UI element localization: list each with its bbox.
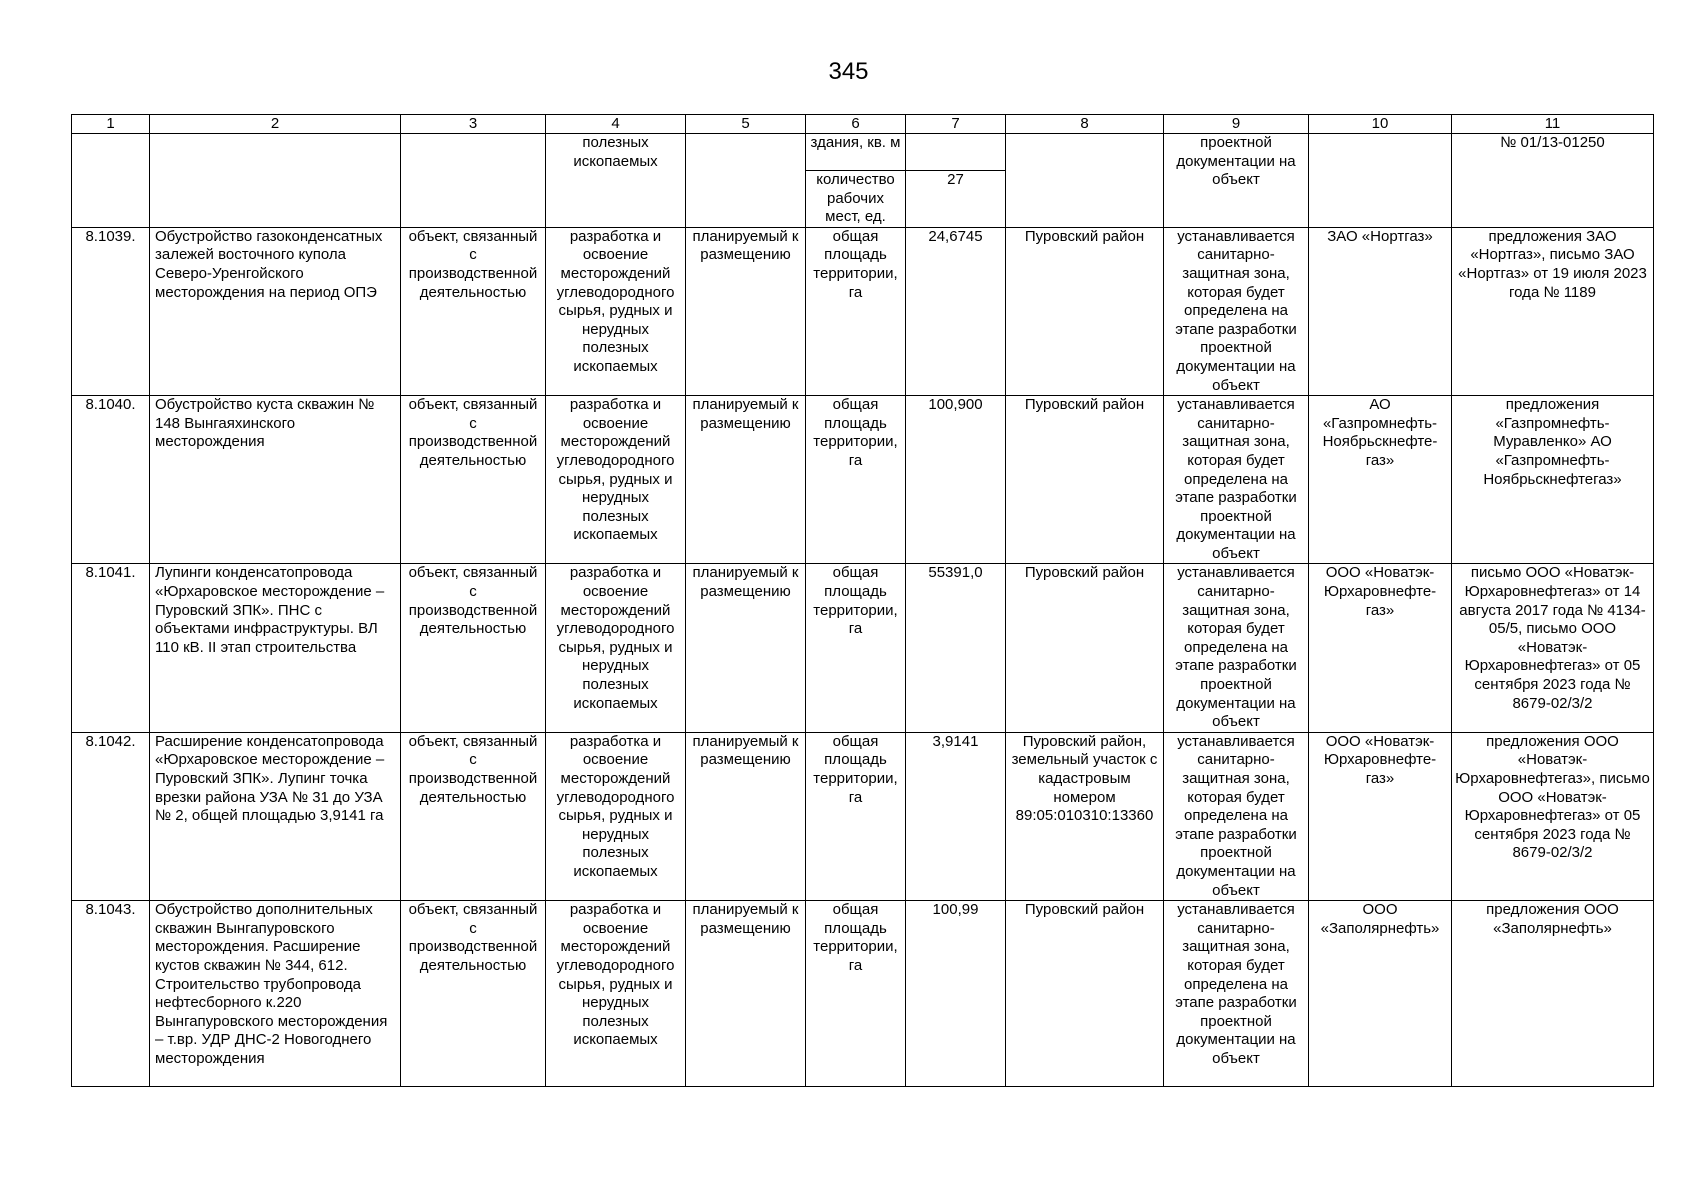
table-cell-status: планируемый к размещению (686, 564, 806, 732)
table-cell-zone: устанавливается санитарно-защитная зона, которая будет определена на этапе разработки проектной документации на объект (1164, 396, 1309, 564)
table-cell-name: Лупинги конденсатопровода «Юрхаровское месторождение – Пуровский ЗПК». ПНС с объектами инфраструктуры. ВЛ 110 кВ. II этап строительства (150, 564, 401, 732)
continuation-row (72, 134, 1654, 171)
table-cell (150, 134, 401, 228)
table-row (72, 901, 1654, 1087)
column-header: 7 (906, 115, 1006, 134)
table-cell (401, 134, 546, 228)
table-cell-type: объект, связанный с производственной деятельностью (401, 227, 546, 395)
column-header: 5 (686, 115, 806, 134)
column-header: 10 (1309, 115, 1452, 134)
table-cell-type: объект, связанный с производственной деятельностью (401, 396, 546, 564)
table-cell (1309, 134, 1452, 228)
column-number-row (72, 115, 1654, 134)
table-cell-basis: предложения ООО «Заполярнефть» (1452, 901, 1654, 1087)
table-cell-basis: предложения «Газпромнефть-Муравленко» АО «Газпромнефть-Ноябрьскнефтегаз» (1452, 396, 1654, 564)
table-cell-value: 24,6745 (906, 227, 1006, 395)
table-cell-owner: ООО «Заполярнефть» (1309, 901, 1452, 1087)
table-cell-value: 3,9141 (906, 732, 1006, 900)
table-cell-owner: ООО «Новатэк-Юрхаровнефте-газ» (1309, 564, 1452, 732)
table-cell-param: общая площадь территории, га (806, 396, 906, 564)
table-cell-zone: устанавливается санитарно-защитная зона, которая будет определена на этапе разработки проектной документации на объект (1164, 732, 1309, 900)
table-cell-status: планируемый к размещению (686, 732, 806, 900)
table-cell: № 01/13-01250 (1452, 134, 1654, 228)
table-cell-value: 100,99 (906, 901, 1006, 1087)
table-cell-num: 8.1041. (72, 564, 150, 732)
table-cell-purpose: разработка и освоение месторождений углеводородного сырья, рудных и нерудных полезных ископаемых (546, 901, 686, 1087)
column-header: 4 (546, 115, 686, 134)
table-row (72, 227, 1654, 395)
table-cell-num: 8.1042. (72, 732, 150, 900)
table-cell-name: Расширение конденсатопровода «Юрхаровское месторождение – Пуровский ЗПК». Лупинг точка врезки района УЗА № 31 до УЗА № 2, общей площадью 3,9141 га (150, 732, 401, 900)
table-cell-owner: ЗАО «Нортгаз» (1309, 227, 1452, 395)
table-cell-basis: предложения ЗАО «Нортгаз», письмо ЗАО «Нортгаз» от 19 июля 2023 года № 1189 (1452, 227, 1654, 395)
table-cell-param: общая площадь территории, га (806, 901, 906, 1087)
table-cell (1006, 134, 1164, 228)
table-cell-param: общая площадь территории, га (806, 564, 906, 732)
page-number: 345 (828, 58, 869, 85)
table-row (72, 396, 1654, 564)
table-cell-value: 100,900 (906, 396, 1006, 564)
table-cell-purpose: разработка и освоение месторождений углеводородного сырья, рудных и нерудных полезных ископаемых (546, 732, 686, 900)
table-cell-location: Пуровский район (1006, 227, 1164, 395)
column-header: 3 (401, 115, 546, 134)
table-cell-location: Пуровский район (1006, 564, 1164, 732)
table-cell-name: Обустройство дополнительных скважин Вынгапуровского месторождения. Расширение кустов скважин № 344, 612. Строительство трубопровода нефтесборного к.220 Вынгапуровского месторождения – т.вр. УДР ДНС-2 Новогоднего месторождения (150, 901, 401, 1087)
table-cell-type: объект, связанный с производственной деятельностью (401, 732, 546, 900)
table-cell (906, 134, 1006, 171)
table-cell-purpose: разработка и освоение месторождений углеводородного сырья, рудных и нерудных полезных ископаемых (546, 564, 686, 732)
table-row (72, 732, 1654, 900)
table-cell-status: планируемый к размещению (686, 901, 806, 1087)
table-cell-basis: предложения ООО «Новатэк-Юрхаровнефтегаз», письмо ООО «Новатэк-Юрхаровнефтегаз» от 05 сентября 2023 года № 8679-02/3/2 (1452, 732, 1654, 900)
table-cell-value: 55391,0 (906, 564, 1006, 732)
table-cell: 27 (906, 171, 1006, 228)
table-cell-type: объект, связанный с производственной деятельностью (401, 901, 546, 1087)
column-header: 1 (72, 115, 150, 134)
table-cell (686, 134, 806, 228)
table-cell-owner: АО «Газпромнефть-Ноябрьскнефте-газ» (1309, 396, 1452, 564)
table-cell: здания, кв. м (806, 134, 906, 171)
table-cell: полезных ископаемых (546, 134, 686, 228)
table-cell: количество рабочих мест, ед. (806, 171, 906, 228)
table-cell (72, 134, 150, 228)
table-cell-zone: устанавливается санитарно-защитная зона, которая будет определена на этапе разработки проектной документации на объект (1164, 227, 1309, 395)
table-cell: проектной документации на объект (1164, 134, 1309, 228)
objects-table (71, 114, 1654, 1087)
column-header: 2 (150, 115, 401, 134)
table-cell-type: объект, связанный с производственной деятельностью (401, 564, 546, 732)
column-header: 9 (1164, 115, 1309, 134)
table-cell-num: 8.1039. (72, 227, 150, 395)
table-cell-location: Пуровский район (1006, 901, 1164, 1087)
table-cell-owner: ООО «Новатэк-Юрхаровнефте-газ» (1309, 732, 1452, 900)
table-cell-status: планируемый к размещению (686, 227, 806, 395)
table-cell-param: общая площадь территории, га (806, 732, 906, 900)
column-header: 6 (806, 115, 906, 134)
table-cell-basis: письмо ООО «Новатэк-Юрхаровнефтегаз» от 14 августа 2017 года № 4134-05/5, письмо ООО «Новатэк-Юрхаровнефтегаз» от 05 сентября 2023 года № 8679-02/3/2 (1452, 564, 1654, 732)
table-cell-location: Пуровский район (1006, 396, 1164, 564)
table-cell-location: Пуровский район, земельный участок с кадастровым номером 89:05:010310:13360 (1006, 732, 1164, 900)
table-cell-num: 8.1043. (72, 901, 150, 1087)
table-cell-purpose: разработка и освоение месторождений углеводородного сырья, рудных и нерудных полезных ископаемых (546, 396, 686, 564)
column-header: 11 (1452, 115, 1654, 134)
table-cell-num: 8.1040. (72, 396, 150, 564)
table-row (72, 564, 1654, 732)
table-cell-name: Обустройство куста скважин № 148 Вынгаяхинского месторождения (150, 396, 401, 564)
table-cell-param: общая площадь территории, га (806, 227, 906, 395)
column-header: 8 (1006, 115, 1164, 134)
table-cell-name: Обустройство газоконденсатных залежей восточного купола Северо-Уренгойского месторождения на период ОПЭ (150, 227, 401, 395)
table-cell-purpose: разработка и освоение месторождений углеводородного сырья, рудных и нерудных полезных ископаемых (546, 227, 686, 395)
table-cell-zone: устанавливается санитарно-защитная зона, которая будет определена на этапе разработки проектной документации на объект (1164, 901, 1309, 1087)
table-cell-status: планируемый к размещению (686, 396, 806, 564)
table-cell-zone: устанавливается санитарно-защитная зона, которая будет определена на этапе разработки проектной документации на объект (1164, 564, 1309, 732)
